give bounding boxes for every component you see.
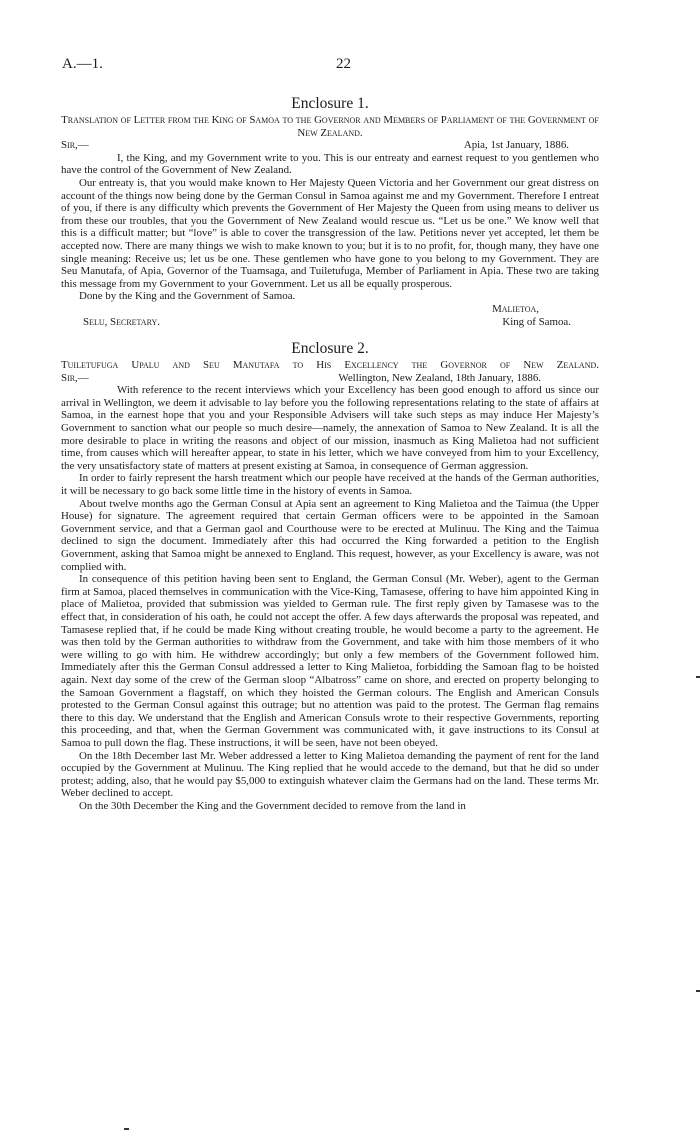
enclosure-2-paragraph: In order to fairly represent the harsh treatment which our people have received at the hands of the German authorities, it will be necessary to go back some little time in the history of events in Samoa. [61,472,599,498]
page-body [61,95,599,812]
enclosure-2-paragraph: About twelve months ago the German Consul at Apia sent an agreement to King Malietoa and the Taimua (the Upper House) for signature. The agreement required that certain German officers were to be appointed in the Samoan Government service, and that a German gaol and Courthouse were to be erected at Mulinuu. The King and the Taimua declined to sign the document. Immediately after this had occurred the King forwarded a petition to the English Government, asking that Samoa might be annexed to England. This request, however, as your Excellency is aware, was not complied with. [61,497,599,573]
enclosure-1-secretary: Selu, Secretary. [83,315,160,328]
enclosure-2-paragraph: On the 30th December the King and the Government decided to remove from the land in [79,799,466,812]
enclosure-1-signature-title: King of Samoa. [502,315,571,328]
enclosure-1-dateline: Apia, 1st January, 1886. [463,139,569,152]
enclosure-2-title: Enclosure 2. [291,340,369,358]
enclosure-1-paragraph: Done by the King and the Government of Samoa. [79,290,296,303]
margin-mark [696,990,700,992]
enclosure-2-salutation-row [61,372,599,385]
margin-mark [124,1128,129,1130]
enclosure-2-dateline: Wellington, New Zealand, 18th January, 1886. [338,371,541,384]
enclosure-1-title: Enclosure 1. [291,95,369,112]
enclosure-2-salutation: Sir,— [61,371,89,384]
enclosure-1-heading: Translation of Letter from the King of Samoa to the Governor and Members of Parliament of the Government of New Zealand. [61,114,599,139]
enclosure-2-heading: Tuiletufuga Upalu and Seu Manutafa to His Excellency the Governor of New Zealand. [61,359,599,372]
margin-mark [696,676,700,678]
enclosure-2-paragraph: In consequence of this petition having been sent to England, the German Consul (Mr. Weber), agent to the German firm at Samoa, placed themselves in communication with the Vice-King, Tamasese, offering to have him appointed King in place of Malietoa, provided that submission was yielded to German rule. The first reply given by Tamasese was to the effect that, in consideration of his oath, he could not accept the offer. A few days afterwards the proposal was repeated, and Tamasese replied that, if he could be made King without creating trouble, he would become a party to the agreement. He was then told by the German authorities to withdraw from the Government, and take with him those members of it who were willing to go with him. He withdrew accordingly; but only a few members of the Government followed him. Immediately after this the German Consul addressed a letter to King Malietoa, forbidding the Samoan flag to be hoisted again. Next day some of the crew of the German sloop “Albatross” came on shore, and erected on property belonging to the Samoan Government a flagstaff, on which they hoisted the German colours. The English and American Consuls protested to the German Consul against this outrage; but no attention was paid to the protest. The German flag remains there to this day. We understand that the English and American Consuls wrote to their respective Governments, reporting this proceeding, and that, when the German Government was communicated with, it gave instructions to its Consul at Samoa to pull down the flag. These instructions, it will be seen, have not been obeyed. [61,573,599,749]
enclosure-2-paragraph: With reference to the recent interviews which your Excellency has been good enough to afford us since our arrival in Wellington, we deem it advisable to lay before you the following representations relating to the state of affairs at Samoa, in the earnest hope that you and your Responsible Advisers will take such steps as may induce Her Majesty’s Government to sanction what our people so much desire—namely, the annexation of Samoa to New Zealand. It is all the more desirable to place in writing the reasons and object of our mission, inasmuch as King Malietoa had not sufficient time, from causes which will hereafter appear, to state in his letter, which we have conveyed from him to your Excellency, the very unsatisfactory state of matters at present existing at Samoa, in consequence of German aggression. [61,384,599,472]
page-number: 22 [336,56,351,72]
enclosure-1-salutation: Sir,— [61,139,89,152]
enclosure-1-salutation-row [61,139,599,152]
page-reference: A.—1. [62,56,103,72]
enclosure-1-paragraph: I, the King, and my Government write to you. This is our entreaty and earnest request to you gentlemen who have the control of the Government of New Zealand. [61,151,599,177]
enclosure-2-paragraph: On the 18th December last Mr. Weber addressed a letter to King Malietoa demanding the payment of rent for the land occupied by the Government at Mulinuu. The King replied that he would accede to the demand, but that he did so under protest; adding, also, that he would pay $5,000 to extinguish whatever claim the Germans had on the land. These terms Mr. Weber declined to accept. [61,749,599,800]
enclosure-1-paragraph: Our entreaty is, that you would make known to Her Majesty Queen Victoria and her Government our great distress on account of the things now being done by the German Consul in Samoa against me and my Government. Therefore I entreat of you, if there is any difficulty which prevents the Government of Her Majesty the Queen from using means to deliver us from these our troubles, that you the Government of New Zealand would rescue us. “Let us be one.” We know well that this is a difficult matter; but “love” is able to cover the transgression of the law. Petitions never yet accepted, let them be accepted now. There are many things we wish to make known to you; but it is to no profit, for, though many, they have one single meaning: Receive us; let us be one. These gentlemen who have gone to you belong to my Government. They are Seu Manutafa, of Apia, Governor of the Tuamsaga, and Tuiletufuga, Member of Parliament in Apia. These two are taking this message from my Government to your Government. Let us all be equally prosperous. [61,176,599,290]
enclosure-1-signature-row [61,316,599,329]
enclosure-1-signature-name: Malietoa, [492,302,539,315]
